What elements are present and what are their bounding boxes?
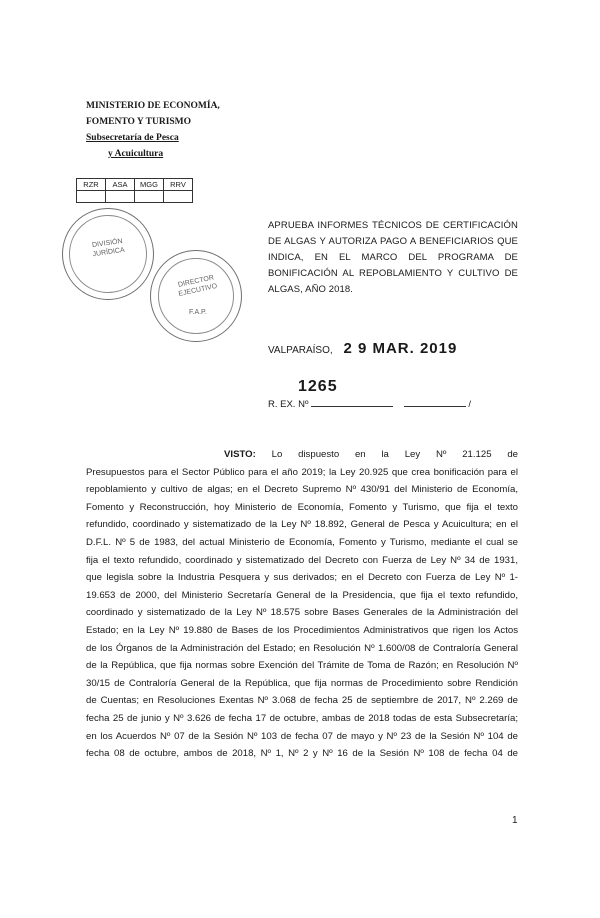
stamp-text: DIVISIÓN JURÍDICA: [91, 237, 126, 259]
initials-header-cell: MGG: [135, 179, 164, 191]
initials-value-row: [77, 191, 193, 203]
body-line: fecha 25 de junio y Nº 3.626 de fecha 17 de octubre, ambas de 2018 todas de esta Subsecretaría;: [86, 712, 518, 724]
stamp-code: F.A.P.: [189, 309, 207, 316]
ministry-name-line1: MINISTERIO DE ECONOMÍA,: [86, 101, 220, 111]
initials-header-cell: RZR: [77, 179, 106, 191]
body-line: fija el texto refundido, coordinado y sistematizado del Decreto con Fuerza de Ley Nº 34 de 1931,: [86, 554, 518, 566]
subsecretaria-line1: Subsecretaría de Pesca: [86, 133, 179, 143]
visto-label: VISTO:: [224, 449, 256, 460]
stamp-ring: [158, 258, 234, 334]
resolution-blank: [311, 398, 393, 407]
body-line: Estado; en la Ley Nº 19.880 de Bases de los Procedimientos Administrativos que rigen los Actos: [86, 624, 518, 636]
ministry-header: [86, 98, 236, 162]
body-line: fecha 08 de octubre, ambos de 2018, Nº 1, Nº 2 y Nº 16 de la Sesión Nº 108 de fecha 04 de: [86, 748, 518, 760]
initials-value-cell: [77, 191, 106, 203]
body-line: D.F.L. Nº 5 de 1983, del actual Ministerio de Economía, Fomento y Turismo, mediante el cual se: [86, 536, 518, 548]
body-line: que legisla sobre la Industria Pesquera y sus derivados; en el Decreto con Fuerza de Ley Nº 1-: [86, 572, 518, 584]
body-line: 30/15 de Contraloría General de la República, que fija normas de Procedimiento sobre Rendición: [86, 677, 518, 689]
dateline: [268, 340, 457, 357]
body-line: [86, 446, 518, 464]
body-line-text: Lo dispuesto en la Ley Nº 21.125 de: [271, 449, 519, 460]
initials-value-cell: [135, 191, 164, 203]
resolution-line: [268, 398, 471, 410]
document-title: APRUEBA INFORMES TÉCNICOS DE CERTIFICACIÓN DE ALGAS Y AUTORIZA PAGO A BENEFICIARIOS QUE INDICA, EN EL MARCO DEL PROGRAMA DE BONIFICACIÓN AL REPOBLAMIENTO Y CULTIVO DE ALGAS, AÑO 2018.: [268, 220, 518, 295]
ministry-name-line2: FOMENTO Y TURISMO: [86, 117, 192, 127]
resolution-number: 1265: [298, 378, 338, 395]
body-line: Fomento y Reconstrucción, hoy Ministerio de Economía, Fomento y Turismo, que fija el texto: [86, 501, 518, 513]
body-line: en los Acuerdos Nº 07 de la Sesión Nº 103 de fecha 07 de mayo y Nº 23 de la Sesión Nº 104 de: [86, 730, 518, 742]
initials-header-cell: ASA: [106, 179, 135, 191]
initials-table: [76, 178, 193, 203]
resolution-blank: [404, 398, 466, 407]
body-line: de Cuentas; en Resoluciones Exentas Nº 3.068 de fecha 25 de septiembre de 2017, Nº 2.269 de: [86, 695, 518, 707]
body-line: Presupuestos para el Sector Público para el año 2019; la Ley 20.925 que crea bonificación para el: [86, 466, 518, 478]
dateline-city: VALPARAÍSO,: [268, 345, 333, 356]
page-number: 1: [512, 815, 518, 826]
document-body: [86, 446, 518, 763]
initials-header-row: [77, 179, 193, 191]
director-stamp: [150, 250, 242, 342]
body-line: 19.653 de 2000, del Ministerio Secretaría General de la Presidencia, que fija el texto refundido,: [86, 589, 518, 601]
body-line: refundido, coordinado y sistematizado de la Ley Nº 18.892, General de Pesca y Acuicultura; en el: [86, 519, 518, 531]
subsecretaria-line2: y Acuicultura: [108, 149, 164, 159]
body-line: de los Órganos de la Administración del Estado; en Resolución Nº 1.600/08 de Contraloría General: [86, 642, 518, 654]
body-line: repoblamiento y cultivo de algas; en el Decreto Supremo Nº 430/91 del Ministerio de Economía,: [86, 484, 518, 496]
legal-division-stamp: [62, 208, 154, 300]
resolution-suffix: /: [468, 399, 471, 410]
body-line: de la República, que fija normas sobre Exención del Trámite de Toma de Razón; en Resolución Nº: [86, 660, 518, 672]
resolution-prefix: R. EX. Nº: [268, 399, 309, 410]
stamp-text: DIRECTOR EJECUTIVO: [177, 274, 218, 298]
initials-value-cell: [106, 191, 135, 203]
body-line: coordinado y sistematizado de la Ley Nº 18.575 sobre Bases Generales de la Administración del: [86, 607, 518, 619]
initials-value-cell: [164, 191, 193, 203]
dateline-date: 2 9 MAR. 2019: [343, 340, 458, 357]
initials-header-cell: RRV: [164, 179, 193, 191]
